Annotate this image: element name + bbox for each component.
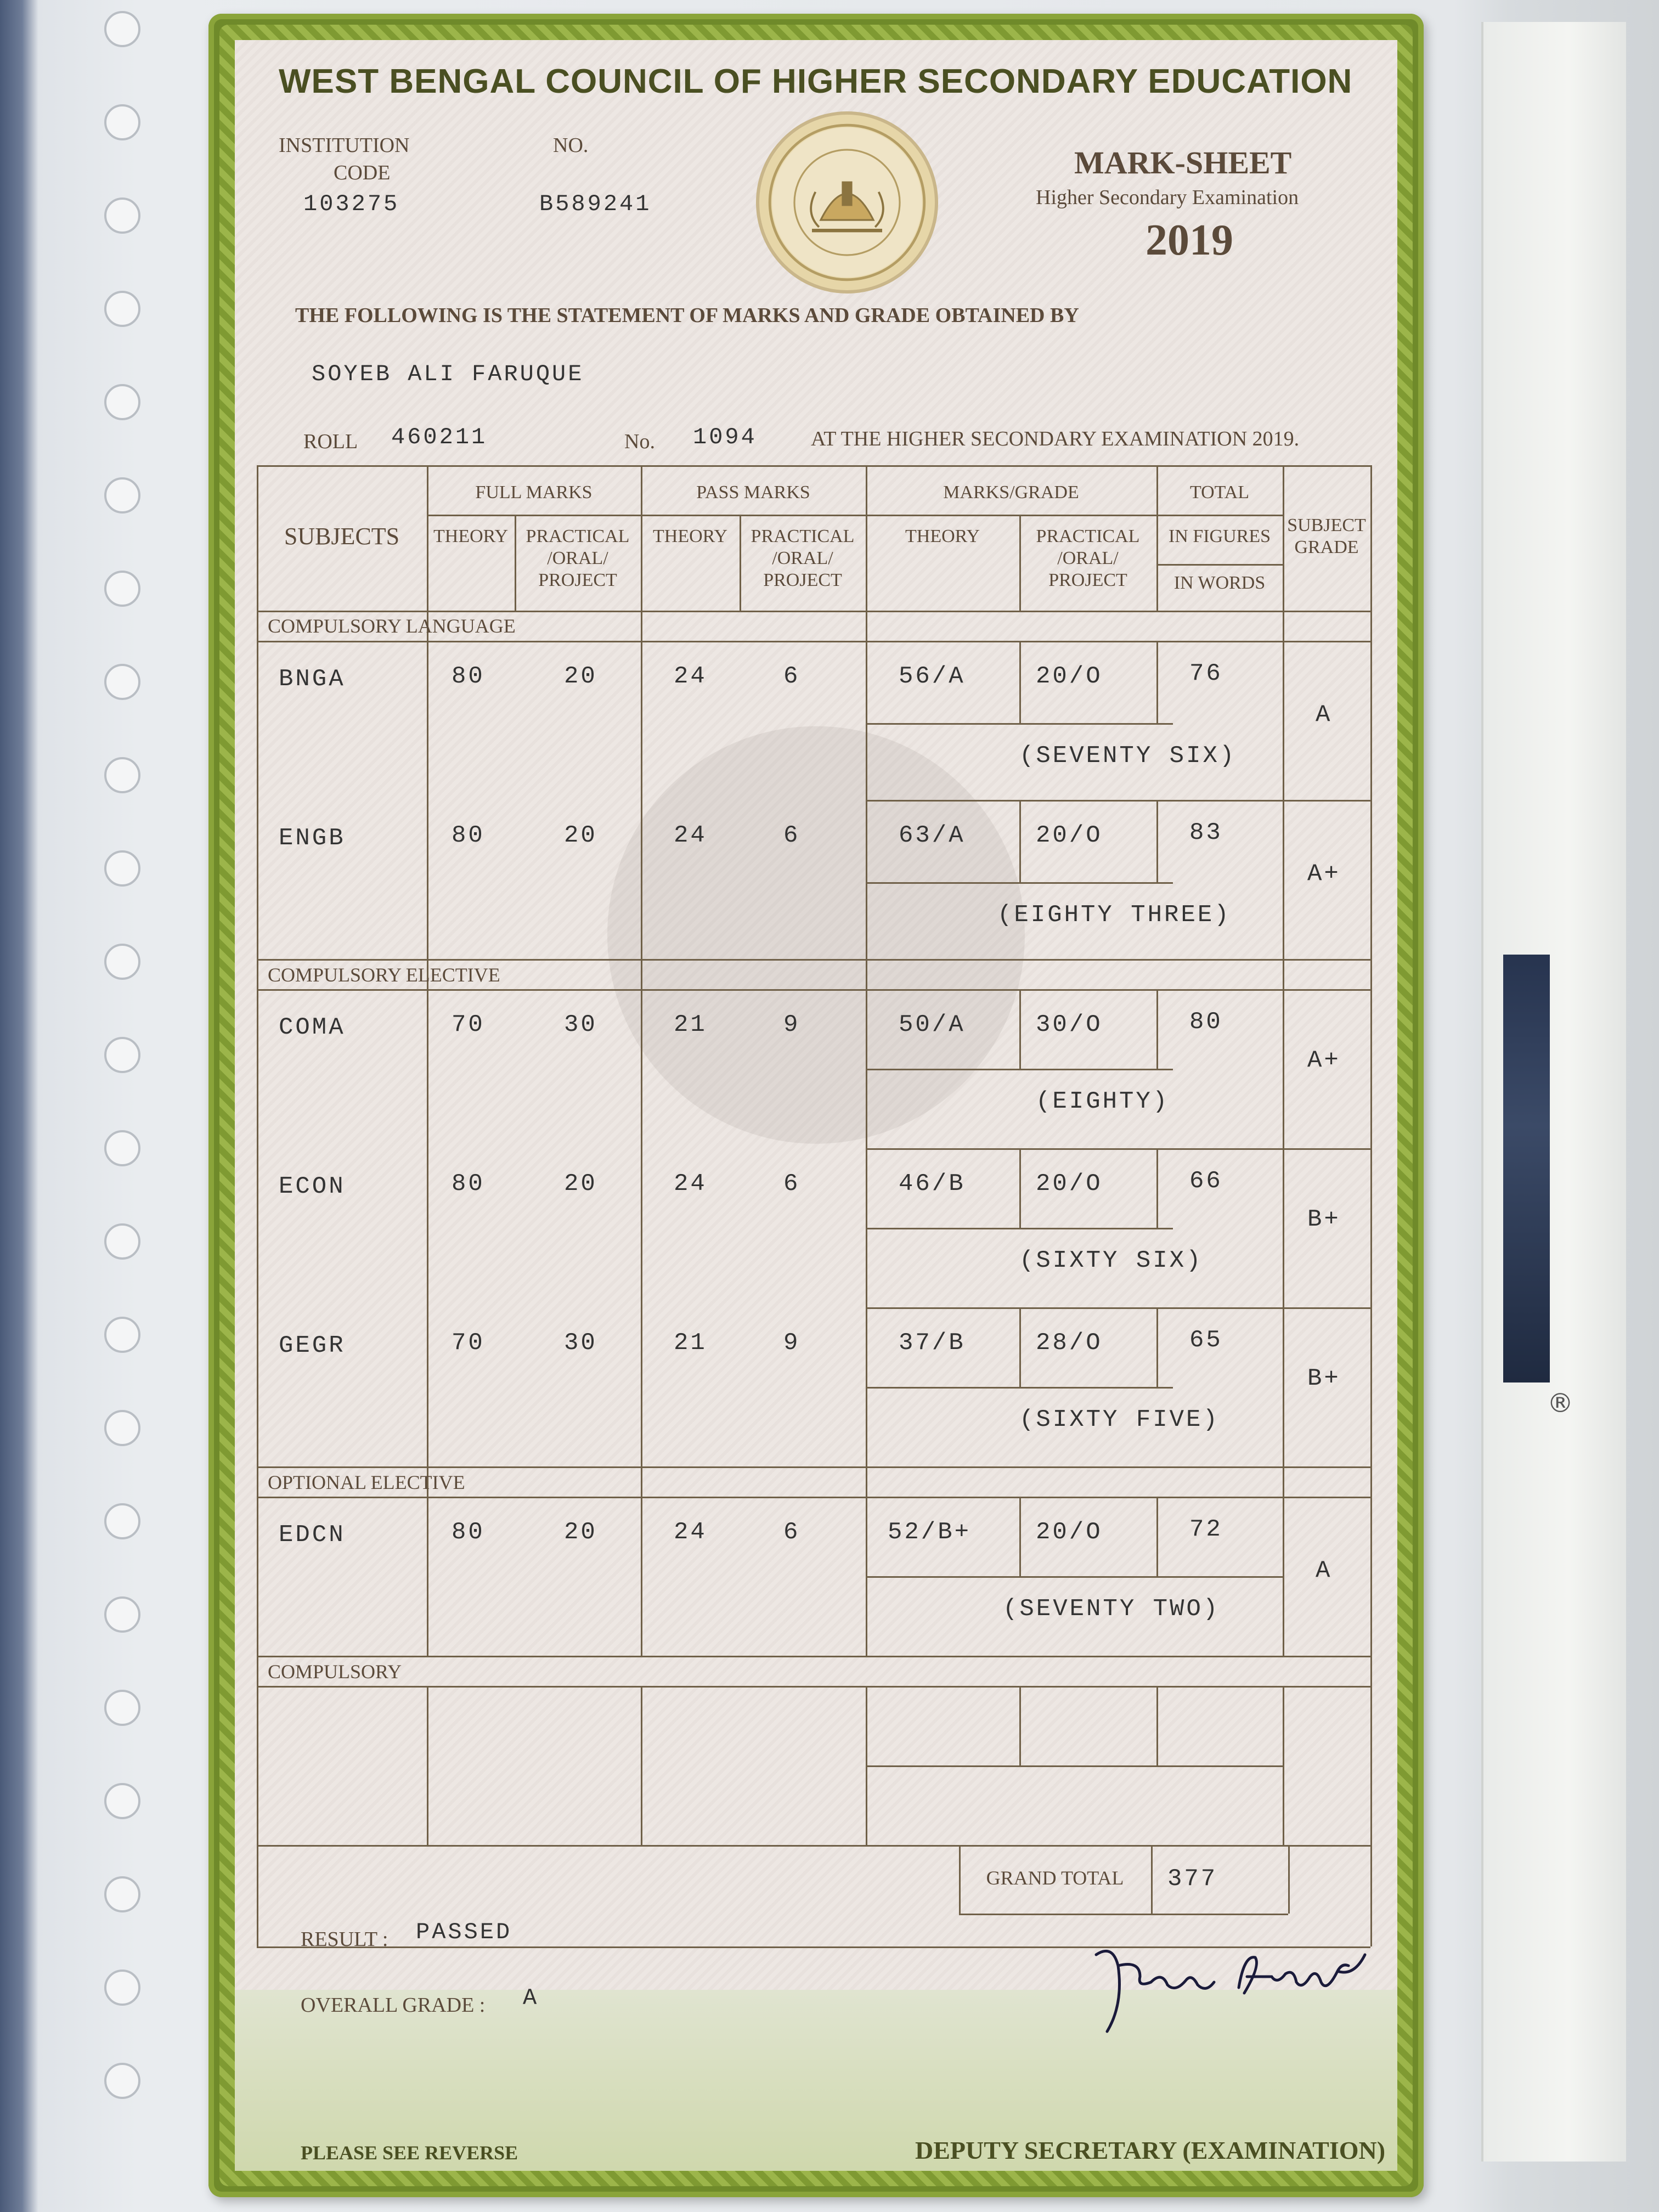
pm-practical-header-1: PRACTICAL — [751, 526, 855, 546]
fm-practical-header-1: PRACTICAL — [526, 526, 630, 546]
statement-intro: THE FOLLOWING IS THE STATEMENT OF MARKS AND GRADE OBTAINED BY — [295, 304, 1079, 327]
punch-hole — [104, 1783, 140, 1819]
section-optional-elective: OPTIONAL ELECTIVE — [268, 1471, 465, 1493]
pass-marks-header: PASS MARKS — [696, 482, 810, 503]
pm-theory: 21 — [674, 1011, 707, 1039]
punch-hole — [104, 1130, 140, 1166]
subject-grade-header-1: SUBJECT — [1287, 515, 1366, 535]
fm-practical: 20 — [564, 1170, 597, 1198]
punch-hole — [104, 571, 140, 607]
punch-hole — [104, 1037, 140, 1073]
total-figures: 83 — [1189, 819, 1223, 847]
in-figures-header: IN FIGURES — [1168, 526, 1271, 546]
fm-theory: 80 — [452, 822, 485, 849]
punch-hole — [104, 757, 140, 793]
subject-grade: B+ — [1307, 1206, 1341, 1233]
mg-theory: 50/A — [899, 1011, 966, 1039]
subject-grade: A+ — [1307, 1047, 1341, 1074]
subject-grade: B+ — [1307, 1365, 1341, 1392]
subject-code: COMA — [279, 1014, 346, 1041]
student-name: SOYEB ALI FARUQUE — [312, 361, 584, 387]
code-label: CODE — [334, 161, 391, 184]
subject-grade-header-2: GRADE — [1294, 537, 1359, 557]
pm-practical: 6 — [783, 663, 800, 690]
council-title: WEST BENGAL COUNCIL OF HIGHER SECONDARY EDUCATION — [279, 63, 1353, 100]
fm-practical: 30 — [564, 1329, 597, 1357]
subject-code: EDCN — [279, 1521, 346, 1549]
fm-practical: 20 — [564, 1519, 597, 1546]
mg-practical: 20/O — [1036, 822, 1103, 849]
total-figures: 66 — [1189, 1167, 1223, 1195]
fm-theory: 80 — [452, 1519, 485, 1546]
punch-hole — [104, 1596, 140, 1633]
subject-code: ECON — [279, 1173, 346, 1200]
fm-theory: 70 — [452, 1011, 485, 1039]
fm-practical: 20 — [564, 822, 597, 849]
roll-no: 1094 — [693, 424, 757, 450]
mg-theory: 56/A — [899, 663, 966, 690]
section-compulsory-elective: COMPULSORY ELECTIVE — [268, 964, 500, 986]
subject-code: GEGR — [279, 1332, 346, 1359]
subjects-header: SUBJECTS — [284, 523, 400, 550]
section-compulsory-language: COMPULSORY LANGUAGE — [268, 615, 516, 637]
mg-practical: 28/O — [1036, 1329, 1103, 1357]
mg-practical: 20/O — [1036, 663, 1103, 690]
fm-practical: 20 — [564, 663, 597, 690]
subject-grade: A+ — [1307, 860, 1341, 888]
mg-practical-header-2: /ORAL/ — [1057, 548, 1119, 568]
marksheet-certificate — [208, 14, 1424, 2197]
punch-hole — [104, 1223, 140, 1260]
fm-theory: 80 — [452, 663, 485, 690]
total-words: (EIGHTY THREE) — [997, 901, 1231, 929]
total-figures: 80 — [1189, 1008, 1223, 1036]
fm-theory: 70 — [452, 1329, 485, 1357]
mg-theory: 46/B — [899, 1170, 966, 1198]
punch-hole — [104, 291, 140, 327]
pm-practical-header-3: PROJECT — [763, 570, 842, 590]
punch-hole — [104, 944, 140, 980]
marks-grade-header: MARKS/GRADE — [943, 482, 1079, 503]
pm-theory: 24 — [674, 1170, 707, 1198]
certificate-paper — [235, 40, 1397, 2171]
sheet-no-label: NO. — [553, 134, 589, 157]
pm-practical: 6 — [783, 1170, 800, 1198]
section-compulsory: COMPULSORY — [268, 1661, 402, 1683]
fm-practical: 30 — [564, 1011, 597, 1039]
institution-label: INSTITUTION — [279, 134, 410, 157]
total-figures: 76 — [1189, 660, 1223, 687]
pm-practical: 9 — [783, 1329, 800, 1357]
mg-theory: 63/A — [899, 822, 966, 849]
mg-practical: 30/O — [1036, 1011, 1103, 1039]
adjacent-photo-edge — [1503, 955, 1550, 1383]
fm-theory: 80 — [452, 1170, 485, 1198]
registered-icon: ® — [1547, 1388, 1573, 1419]
pm-practical: 9 — [783, 1011, 800, 1039]
mg-practical: 20/O — [1036, 1170, 1103, 1198]
total-words: (SEVENTY TWO) — [1003, 1595, 1220, 1623]
punch-hole — [104, 664, 140, 700]
pm-practical: 6 — [783, 1519, 800, 1546]
punch-hole — [104, 198, 140, 234]
subject-code: BNGA — [279, 665, 346, 693]
total-header: TOTAL — [1189, 482, 1250, 503]
punch-hole — [104, 11, 140, 47]
pm-theory-header: THEORY — [653, 526, 727, 546]
pm-theory: 24 — [674, 663, 707, 690]
punch-hole — [104, 384, 140, 420]
roll-number: 460211 — [391, 424, 488, 450]
signatory-title: DEPUTY SECRETARY (EXAMINATION) — [915, 2136, 1386, 2164]
marksheet-title: MARK-SHEET — [1074, 145, 1292, 180]
mg-practical-header-3: PROJECT — [1048, 570, 1127, 590]
mg-theory: 37/B — [899, 1329, 966, 1357]
fm-practical-header-2: /ORAL/ — [547, 548, 608, 568]
pm-theory: 24 — [674, 1519, 707, 1546]
punch-hole — [104, 1970, 140, 2006]
punch-hole — [104, 2063, 140, 2099]
exam-name: Higher Secondary Examination — [1036, 186, 1299, 209]
roll-label: ROLL — [303, 430, 358, 453]
pm-practical-header-2: /ORAL/ — [772, 548, 833, 568]
total-words: (SIXTY SIX) — [1019, 1247, 1203, 1274]
deputy-secretary-signature — [1080, 1933, 1387, 2048]
grand-total-value: 377 — [1167, 1865, 1218, 1893]
full-marks-header: FULL MARKS — [475, 482, 592, 503]
no-label: No. — [624, 430, 655, 453]
subject-grade: A — [1316, 701, 1333, 729]
exam-year: 2019 — [1146, 216, 1233, 264]
mg-practical-header-1: PRACTICAL — [1036, 526, 1140, 546]
punch-hole — [104, 850, 140, 887]
punch-hole — [104, 1690, 140, 1726]
sheet-no: B589241 — [539, 191, 652, 217]
in-words-header: IN WORDS — [1173, 573, 1266, 593]
grand-total-label: GRAND TOTAL — [986, 1867, 1124, 1889]
total-words: (SEVENTY SIX) — [1019, 742, 1237, 770]
mg-theory: 52/B+ — [888, 1519, 972, 1546]
marks-table — [257, 465, 1370, 1946]
total-words: (EIGHTY) — [1036, 1088, 1170, 1115]
council-seal-icon — [756, 111, 938, 294]
punch-hole — [104, 1876, 140, 1912]
subject-code: ENGB — [279, 825, 346, 852]
pm-practical: 6 — [783, 822, 800, 849]
total-figures: 65 — [1189, 1327, 1223, 1354]
punch-hole — [104, 1503, 140, 1539]
total-words: (SIXTY FIVE) — [1019, 1406, 1220, 1434]
see-reverse-note: PLEASE SEE REVERSE — [301, 2142, 518, 2164]
result-label: RESULT : — [301, 1928, 388, 1951]
mg-practical: 20/O — [1036, 1519, 1103, 1546]
pm-theory: 24 — [674, 822, 707, 849]
pm-theory: 21 — [674, 1329, 707, 1357]
punch-hole — [104, 1410, 140, 1446]
punch-hole — [104, 477, 140, 514]
mg-theory-header: THEORY — [905, 526, 980, 546]
punch-hole — [104, 104, 140, 140]
overall-grade-label: OVERALL GRADE : — [301, 1994, 486, 2017]
result-value: PASSED — [416, 1919, 512, 1945]
fm-practical-header-3: PROJECT — [538, 570, 617, 590]
exam-line: AT THE HIGHER SECONDARY EXAMINATION 2019. — [811, 427, 1300, 450]
overall-grade-value: A — [523, 1985, 539, 2011]
punch-hole — [104, 1317, 140, 1353]
total-figures: 72 — [1189, 1516, 1223, 1543]
subject-grade: A — [1316, 1557, 1333, 1584]
institution-code: 103275 — [303, 191, 400, 217]
binder-holes — [104, 0, 143, 2212]
fm-theory-header: THEORY — [433, 526, 508, 546]
